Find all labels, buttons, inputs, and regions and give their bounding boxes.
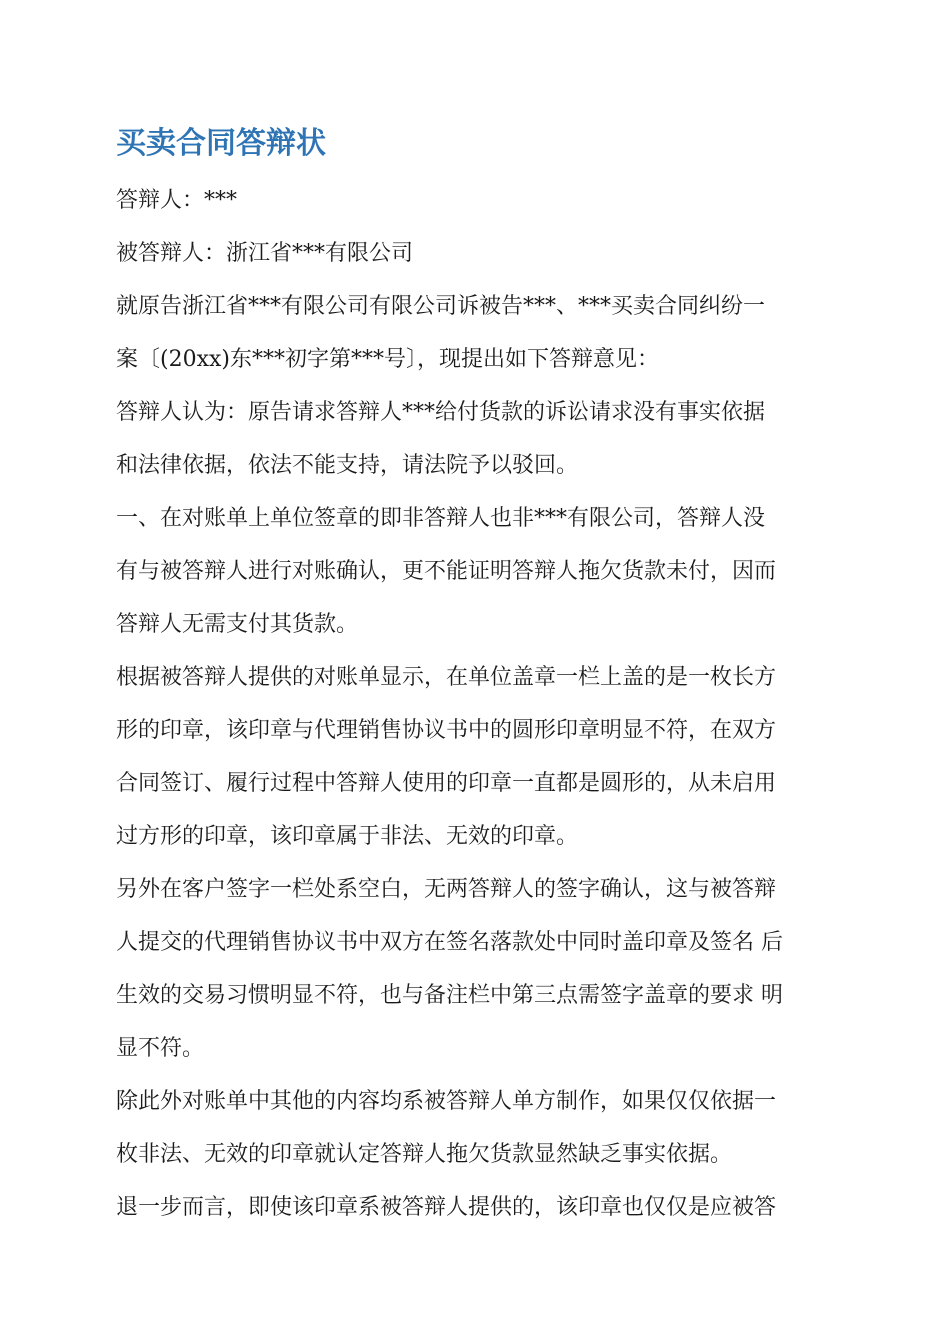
text-line: 枚非法、无效的印章就认定答辩人拖欠货款显然缺乏事实依据。 (116, 1142, 733, 1167)
document-title: 买卖合同答辩状 (116, 126, 326, 161)
text-line: 形的印章，该印章与代理销售协议书中的圆形印章明显不符，在双方 (116, 718, 777, 743)
text-line: 退一步而言，即使该印章系被答辩人提供的，该印章也仅仅是应被答 (116, 1195, 777, 1220)
text-line: 和法律依据，依法不能支持，请法院予以驳回。 (116, 453, 579, 478)
text-line: 就原告浙江省***有限公司有限公司诉被告***、***买卖合同纠纷一 (116, 294, 766, 319)
paragraph-opinion (116, 386, 840, 492)
text-line: 另外在客户签字一栏处系空白，无两答辩人的签字确认，这与被答辩 (116, 877, 777, 902)
text-line: 案〔(20xx)东***初字第***号〕，现提出如下答辩意见： (116, 347, 659, 372)
text-line: 有与被答辩人进行对账确认，更不能证明答辩人拖欠货款未付，因而 (116, 559, 777, 584)
paragraph-signature-blank (116, 863, 840, 1075)
paragraph-step-back (116, 1181, 840, 1234)
paragraph-case-intro (116, 280, 840, 386)
text-line: 答辩人认为：原告请求答辩人***给付货款的诉讼请求没有事实依据 (116, 400, 766, 425)
text-line: 根据被答辩人提供的对账单显示，在单位盖章一栏上盖的是一枚长方 (116, 665, 777, 690)
text-line: 合同签订、履行过程中答辩人使用的印章一直都是圆形的，从未启用 (116, 771, 777, 796)
document-body (116, 174, 840, 1234)
text-line: 人提交的代理销售协议书中双方在签名落款处中同时盖印章及签名 后 (116, 930, 783, 955)
text-line: 答辩人无需支付其货款。 (116, 612, 359, 637)
text-line: 被答辩人：浙江省***有限公司 (116, 241, 414, 266)
text-line: 一、在对账单上单位签章的即非答辩人也非***有限公司，答辩人没 (116, 506, 766, 531)
text-line: 答辩人：*** (116, 188, 238, 213)
text-line: 生效的交易习惯明显不符，也与备注栏中第三点需签字盖章的要求 明 (116, 983, 783, 1008)
paragraph-seal-evidence (116, 651, 840, 863)
paragraph-plaintiff (116, 227, 840, 280)
text-line: 显不符。 (116, 1036, 205, 1061)
paragraph-respondent (116, 174, 840, 227)
text-line: 过方形的印章，该印章属于非法、无效的印章。 (116, 824, 579, 849)
paragraph-other-content (116, 1075, 840, 1181)
text-line: 除此外对账单中其他的内容均系被答辩人单方制作，如果仅仅依据一 (116, 1089, 777, 1114)
paragraph-point-one (116, 492, 840, 651)
